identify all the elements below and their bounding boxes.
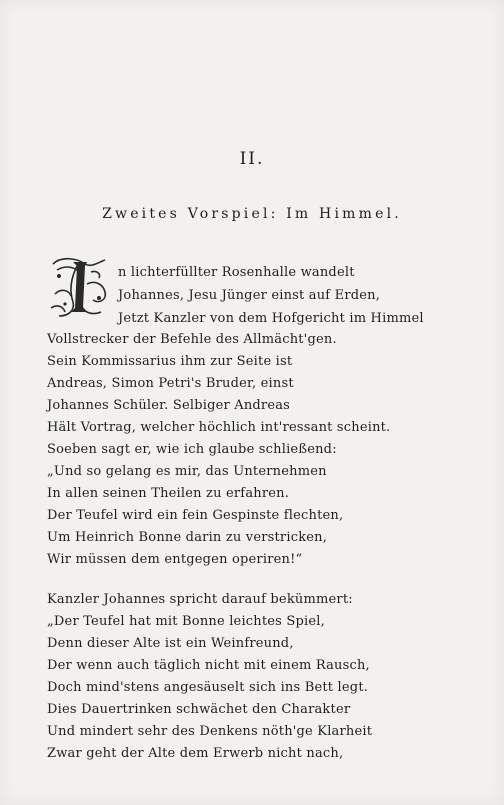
- text-line: Der wenn auch täglich nicht mit einem Rausch,: [47, 658, 370, 673]
- text-line: „Der Teufel hat mit Bonne leichtes Spiel,: [47, 614, 325, 629]
- text-line: Vollstrecker der Befehle des Allmächt'gen.: [47, 332, 337, 347]
- text-line: Der Teufel wird ein fein Gespinste flechten,: [47, 508, 344, 523]
- section-title: Zweites Vorspiel: Im Himmel.: [102, 206, 402, 222]
- text-line: Wir müssen dem entgegen operiren!“: [47, 552, 303, 567]
- text-line: n lichterfüllter Rosenhalle wandelt: [118, 265, 355, 280]
- text-line: Sein Kommissarius ihm zur Seite ist: [47, 354, 293, 369]
- text-line: Kanzler Johannes spricht darauf bekümmert:: [47, 592, 353, 607]
- text-line: Und mindert sehr des Denkens nöth'ge Klarheit: [47, 724, 373, 739]
- text-line: Denn dieser Alte ist ein Weinfreund,: [47, 636, 294, 651]
- text-line: Soeben sagt er, wie ich glaube schließend:: [47, 442, 337, 457]
- text-line: „Und so gelang es mir, das Unternehmen: [47, 464, 327, 479]
- text-line: Johannes Schüler. Selbiger Andreas: [47, 398, 291, 413]
- text-line: Andreas, Simon Petri's Bruder, einst: [47, 376, 294, 391]
- text-line: Doch mind'stens angesäuselt sich ins Bett legt.: [47, 680, 369, 695]
- text-line: Hält Vortrag, welcher höchlich int'ressant scheint.: [47, 420, 391, 435]
- text-line: Jetzt Kanzler von dem Hofgericht im Himmel: [118, 311, 424, 326]
- text-line: Um Heinrich Bonne darin zu verstricken,: [47, 530, 328, 545]
- text-line: Dies Dauertrinken schwächet den Charakter: [47, 702, 351, 717]
- section-number: II.: [239, 149, 265, 169]
- text-line: Johannes, Jesu Jünger einst auf Erden,: [118, 288, 381, 303]
- text-line: In allen seinen Theilen zu erfahren.: [47, 486, 290, 501]
- text-line: Zwar geht der Alte dem Erwerb nicht nach,: [47, 746, 344, 761]
